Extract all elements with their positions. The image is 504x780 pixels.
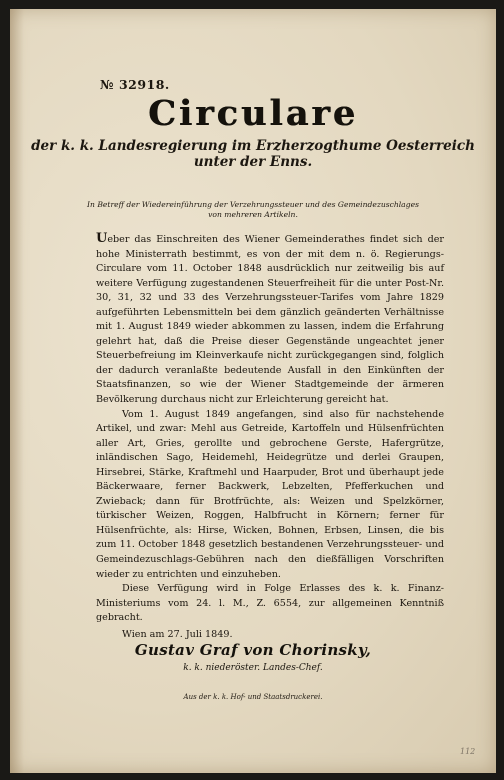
paragraph-2: Vom 1. August 1849 angefangen, sind also für nachstehende Artikel, und zwar: Mehl aus Getreide, Kartoffeln und Hülsenfrüchten aller Art, Gries, gerollte und gebrochene Gerste, Hafergrütze, inländischen Sago, Heidemehl, Heidegrütze und derlei Graupen, Hirsebrei, Stärke, Kraftmehl und Haarpuder, Brot und überhaupt jede Bäckerwaare, ferner Backwerk, Lebzelten, Pfefferkuchen und Zwieback; dann für Brotfrüchte, als: Weizen und Spelzkörner, türkischer Weizen, Roggen, Halbfrucht in Körnern; ferner für Hülsenfrüchte, als: Hirse, Wicken, Bohnen, Erbsen, Linsen, die bis zum 11. October 1848 gesetzlich bestandenen Verzehrungssteuer- und Gemeindezuschlags-Gebühren nach den dießfälligen Vorschriften wieder zu entrichten und einzuheben. — [96, 408, 444, 580]
subtitle-line-2: unter der Enns. — [193, 154, 313, 170]
dateline: Wien am 27. Juli 1849. — [122, 628, 233, 640]
signature: Gustav Graf von Chorinsky, — [134, 641, 372, 659]
paragraph-1: Ueber das Einschreiten des Wiener Gemeinderathes findet sich der hohe Ministerrath bestimmt, es von der mit dem n. ö. Regierungs-Circulare vom 11. October 1848 ausdrücklich nur zeitweilig bis auf weitere Verfügung zugestandenen Steuerfreiheit für die unter Post-Nr. 30, 31, 32 und 33 des Verzehrungssteuer-Tarifes vom Jahre 1829 aufgeführten Lebensmitteln bei dem gänzlich geänderten Verhältnisse mit 1. August 1849 wieder abkommen zu lassen, indem die Erfahrung gelehrt hat, daß die Preise dieser Gegenstände ungeachtet jener Steuerbefreiung im Kleinverkaufe nicht zurückgegangen sind, folglich der dadurch veranlaßte bedeutende Ausfall in den Einkünften der Staatsfinanzen, so wie der Wiener Stadtgemeinde der ärmeren Bevölkerung durchaus nicht zur Erleichterung gereicht hat. — [96, 231, 444, 406]
subtitle-line-1: der k. k. Landesregierung im Erzherzogthume Oesterreich — [31, 138, 475, 154]
document-title: Circulare — [147, 93, 359, 134]
pencil-note: 112 — [460, 747, 476, 756]
printer-imprint: Aus der k. k. Hof- und Staatsdruckerei. — [183, 693, 323, 701]
document-number: № 32918. — [100, 77, 170, 92]
body-text — [96, 232, 444, 642]
paragraph-3: Diese Verfügung wird in Folge Erlasses des k. k. Finanz-Ministeriums vom 24. l. M., Z. 6554, zur allgemeinen Kenntniß gebracht. — [96, 583, 444, 624]
document-sheet — [10, 9, 496, 773]
reference-line-1: In Betreff der Wiedereinführung der Verzehrungssteuer und des Gemeindezuschlages — [87, 200, 419, 209]
reference-line-2: von mehreren Artikeln. — [208, 210, 298, 219]
signature-title: k. k. niederöster. Landes-Chef. — [183, 663, 323, 673]
